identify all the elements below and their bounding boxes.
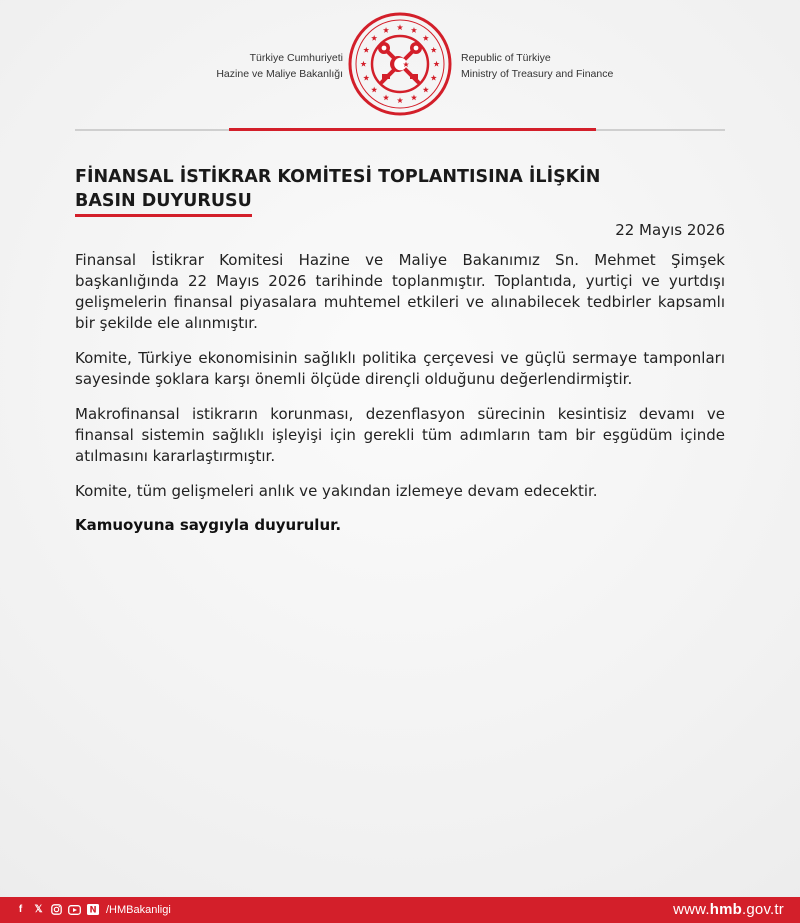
emblem-star: [383, 95, 389, 101]
website-link[interactable]: www.hmb.gov.tr: [673, 901, 784, 918]
ministry-name-english: [461, 50, 613, 82]
emblem-star: [411, 27, 417, 33]
svg-text:N: N: [88, 905, 97, 915]
paragraph-3: Makrofinansal istikrarın korunması, dezenflasyon sürecinin kesintisiz devamı ve finansal sistemin sağlıklı işleyişi için gerekli tüm adımların tam bir eşgüdüm içinde atılmasını kararlaştırmıştır.: [75, 405, 725, 465]
emblem-star: [363, 75, 369, 81]
ministry-emblem-icon: [348, 12, 452, 116]
paragraph-1: Finansal İstikrar Komitesi Hazine ve Maliye Bakanımız Sn. Mehmet Şimşek başkanlığında 22 Mayıs 2026 tarihinde toplanmıştır. Toplantıda, yurtiçi ve yurtdışı gelişmelerin finansal piyasalara muhtemel etkileri ve alınabilecek tedbirler kapsamlı bir şekilde ele alınmıştır.: [75, 251, 725, 332]
footer-bar: [0, 897, 800, 923]
document-date: 22 Mayıs 2026: [615, 221, 725, 239]
emblem-star: [397, 97, 403, 103]
emblem-star: [411, 95, 417, 101]
document-title: [75, 165, 725, 217]
header-divider-accent: [229, 128, 596, 131]
ministry-name-turkish: [216, 50, 343, 82]
emblem-star: [423, 87, 429, 93]
closing-statement: Kamuoyuna saygıyla duyurulur.: [75, 516, 342, 534]
social-handle: /HMBakanligi: [106, 903, 171, 916]
x-icon[interactable]: 𝕏: [34, 904, 43, 915]
emblem-star: [431, 47, 437, 53]
emblem-star: [383, 27, 389, 33]
emblem-star: [423, 35, 429, 41]
facebook-icon[interactable]: f: [18, 904, 23, 915]
emblem-star: [431, 75, 437, 81]
ministry-en-line1: Republic of Türkiye: [461, 52, 551, 64]
ministry-tr-line1: Türkiye Cumhuriyeti: [249, 52, 343, 64]
title-line-1: FİNANSAL İSTİKRAR KOMİTESİ TOPLANTISINA İLİŞKİN: [75, 167, 601, 187]
emblem-star: [371, 35, 377, 41]
website-domain-bold: hmb: [709, 901, 743, 918]
website-domain-rest: .gov.tr: [742, 901, 784, 918]
social-links: [14, 903, 171, 916]
ministry-en-line2: Ministry of Treasury and Finance: [461, 68, 614, 80]
ministry-tr-line2: Hazine ve Maliye Bakanlığı: [216, 68, 343, 80]
emblem-star: [371, 87, 377, 93]
title-line-2: BASIN DUYURUSU: [75, 189, 252, 217]
emblem-star: [397, 24, 403, 30]
youtube-icon[interactable]: [68, 903, 81, 916]
document-body: [75, 250, 725, 502]
instagram-icon[interactable]: [50, 903, 63, 916]
nsosyal-icon[interactable]: [86, 903, 99, 916]
emblem-star: [360, 61, 366, 67]
paragraph-2: Komite, Türkiye ekonomisinin sağlıklı politika çerçevesi ve güçlü sermaye tamponları sayesinde şoklara karşı önemli ölçüde dirençli olduğunu değerlendirmiştir.: [75, 349, 725, 388]
letterhead: [0, 0, 800, 135]
paragraph-4: Komite, tüm gelişmeleri anlık ve yakından izlemeye devam edecektir.: [75, 482, 598, 500]
emblem-star: [363, 47, 369, 53]
emblem-star: [433, 61, 439, 67]
press-release: [75, 165, 725, 534]
